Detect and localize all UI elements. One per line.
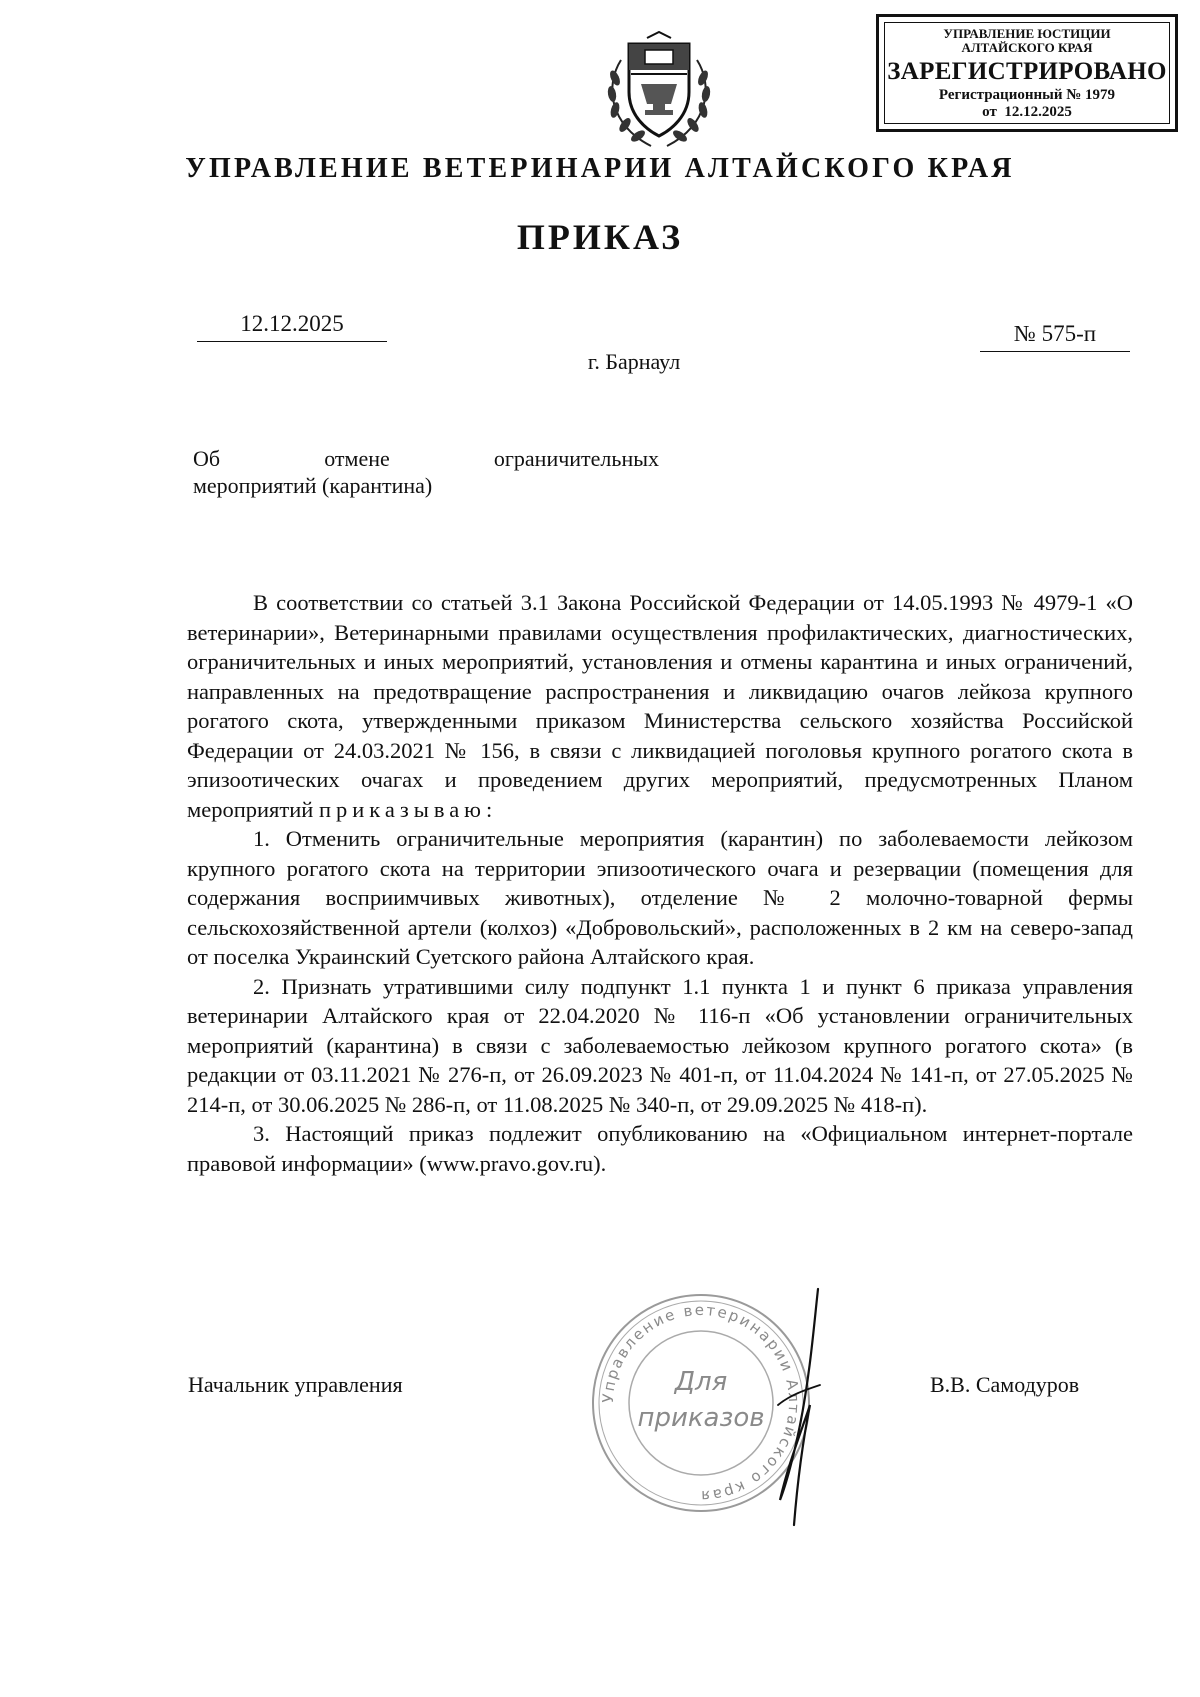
seal-ring-text: Управление ветеринарии Алтайского края xyxy=(598,1300,804,1506)
order-word: приказываю: xyxy=(318,796,498,822)
intro-paragraph xyxy=(187,588,1133,824)
item-1: 1. Отменить ограничительные мероприятия (карантин) по заболеваемости лейкозом крупного рогатого скота на территории эпизоотического очага и резервации (помещения для содержания восприимчивых животных), отделение № 2 молочно-товарной фермы сельскохозяйственной артели (колхоз) «Добровольский», расположенных в 2 км на северо-запад от поселка Украинский Суетского района Алтайского края. xyxy=(187,826,1133,969)
handwritten-signature xyxy=(760,1285,830,1535)
stamp-registration-number: Регистрационный № 1979 xyxy=(938,87,1116,103)
seal-center-text-2: приказов xyxy=(637,1403,765,1433)
subject-line-1: Об отмене ограничительных xyxy=(193,446,659,471)
coat-of-arms-emblem xyxy=(601,30,717,154)
item-2: 2. Признать утратившими силу подпункт 1.1 пункта 1 и пункт 6 приказа управления ветеринарии Алтайского края от 22.04.2020 № 116-п «Об установлении ограничительных мероприятий (карантина) в связи с заболеваемостью лейкозом крупного рогатого скота» (в редакции от 03.11.2021 № 276-п, от 26.09.2023 № 401-п, от 11.04.2024 № 141-п, от 27.05.2025 № 214-п, от 30.06.2025 № 286-п, от 11.08.2025 № 340-п, от 29.09.2025 № 418-п). xyxy=(187,973,1133,1117)
signatory-name: В.В. Самодуров xyxy=(930,1372,1080,1397)
intro-text: В соответствии со статьей 3.1 Закона Российской Федерации от 14.05.1993 № 4979-1 «О ветеринарии», Ветеринарными правилами осуществления профилактических, диагностических, ограничительных и иных мероприятий, установления и отмены карантина и иных ограничений, направленных на предотвращение распространения и ликвидацию очагов лейкоза крупного рогатого скота, утвержденными приказом Министерства сельского хозяйства Российской Федерации от 24.03.2021 № 156, в связи с ликвидацией поголовья крупного рогатого скота в эпизоотических очагах и проведением других мероприятий, предусмотренных Планом мероприятий xyxy=(187,590,1133,822)
document-type-title: ПРИКАЗ xyxy=(516,217,684,257)
seal-center-text-1: Для xyxy=(674,1367,728,1397)
city: г. Барнаул xyxy=(587,349,681,374)
date-underline xyxy=(197,341,387,342)
signatory-position: Начальник управления xyxy=(188,1372,403,1397)
item-3: 3. Настоящий приказ подлежит опубликованию на «Официальном интернет-портале правовой информации» (www.pravo.gov.ru). xyxy=(187,1121,1133,1176)
stamp-status: ЗАРЕГИСТРИРОВАНО xyxy=(887,58,1167,85)
stamp-registration-date: от 12.12.2025 xyxy=(982,104,1072,120)
order-number: № 575-п xyxy=(1013,321,1097,346)
order-date: 12.12.2025 xyxy=(240,311,344,336)
subject-line-2: мероприятий (карантина) xyxy=(193,473,433,498)
order-body xyxy=(187,588,1133,1178)
registration-stamp xyxy=(876,14,1178,132)
organization-title: УПРАВЛЕНИЕ ВЕТЕРИНАРИИ АЛТАЙСКОГО КРАЯ xyxy=(185,153,1015,184)
stamp-organization: УПРАВЛЕНИЕ ЮСТИЦИИ АЛТАЙСКОГО КРАЯ xyxy=(943,26,1111,55)
